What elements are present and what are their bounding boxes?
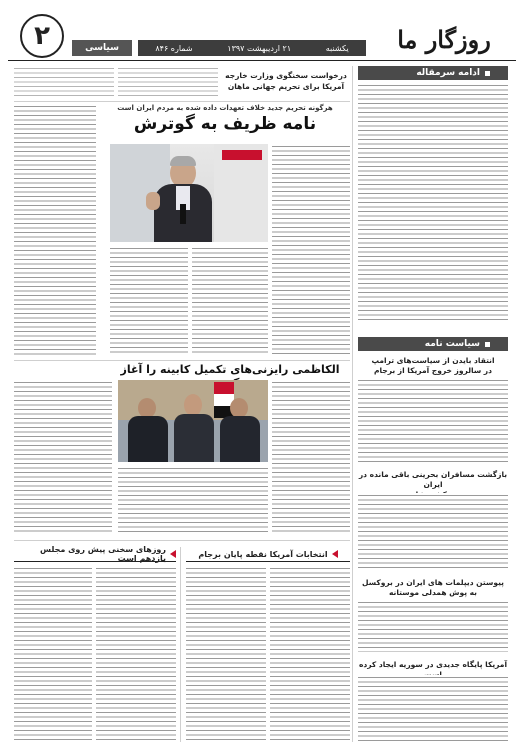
- bottom-left-col-1: [96, 566, 176, 742]
- editorial-body: [358, 83, 508, 321]
- politics-item-4-body: [358, 675, 508, 741]
- politics-column-title: سیاست نامه: [424, 339, 480, 349]
- square-icon: [485, 71, 490, 76]
- page-number: ۲: [34, 21, 50, 51]
- top-story-lead-2: [14, 66, 114, 98]
- main-story-col-right: [272, 144, 350, 356]
- politics-item-2-line1: بازگشت مسافران بحرینی باقی مانده در ایران: [358, 470, 508, 489]
- bottom-mid-headline: انتخابات آمریکا نقطه پایان برجام: [198, 549, 328, 559]
- bottom-mid-col-2: [186, 566, 266, 742]
- politics-item-2-body: [358, 493, 508, 571]
- arrow-left-icon: [332, 550, 338, 558]
- side-column-text: [14, 104, 96, 356]
- bottom-mid-col-1: [270, 566, 350, 742]
- top-story-title: آمریکا برای تحریم جهانی ماهان: [227, 82, 345, 91]
- main-story-rule: [14, 360, 350, 361]
- person-right-head: [230, 398, 248, 418]
- iraq-story-col-mid: [118, 466, 268, 534]
- photo-red-logo: [222, 150, 262, 160]
- politics-item-4-line1: آمریکا پایگاه جدیدی در سوریه ایجاد کرده: [358, 660, 508, 669]
- date-label: ۲۱ اردیبهشت ۱۳۹۷: [227, 43, 292, 53]
- page-number-badge: [20, 14, 64, 58]
- person-left-head: [138, 398, 156, 418]
- top-story-headline: [222, 70, 350, 92]
- politics-item-3-line2: به پوش همدلی موستانه: [389, 588, 477, 597]
- section-tag: [72, 40, 132, 56]
- main-story-col-2: [192, 246, 268, 356]
- politics-item-3-headline: [358, 578, 508, 598]
- politics-item-1-line1: انتقاد بایدن از سیاست‌های ترامپ: [371, 356, 495, 365]
- iraq-story-col-right: [272, 380, 350, 534]
- iraq-photo: [118, 380, 268, 462]
- newspaper-logo: [374, 20, 514, 58]
- editorial-heading: [358, 66, 508, 80]
- person-mid-body: [174, 414, 214, 462]
- masthead: [8, 14, 516, 62]
- top-story-lead: [118, 66, 218, 98]
- politics-item-1-body: [358, 378, 508, 463]
- column-divider: [352, 66, 353, 742]
- politics-item-1-line2: در سالروز خروج آمریکا از برجام: [374, 366, 492, 375]
- main-story-headline: نامه ظریف به گوترش: [133, 114, 317, 134]
- bottom-left-heading: [14, 547, 176, 562]
- bottom-divider: [180, 547, 181, 742]
- microphone: [180, 204, 186, 224]
- politics-item-3-line1: پیوستن دیپلمات های ایران در بروکسل: [362, 578, 504, 587]
- day-label: یکشنبه: [325, 43, 349, 53]
- iraq-story-rule: [14, 540, 350, 541]
- square-icon: [485, 342, 490, 347]
- issue-label: شماره ۸۴۶: [155, 43, 193, 53]
- person-hair: [170, 156, 196, 166]
- section-label: سیاسی: [85, 43, 119, 53]
- arrow-left-icon: [170, 550, 176, 558]
- editorial-title: ادامه سرمقاله: [416, 68, 480, 78]
- politics-column-heading: [358, 337, 508, 351]
- person-mid-head: [184, 394, 202, 416]
- top-story-rule: [14, 101, 350, 102]
- top-story-kicker: درخواست سخنگوی وزارت خارجه: [225, 71, 347, 80]
- politics-item-1-headline: [358, 356, 508, 376]
- person-left-body: [128, 416, 168, 462]
- bottom-mid-heading: [186, 547, 350, 562]
- bottom-left-col-2: [14, 566, 92, 742]
- bottom-left-headline: روزهای سخنی پیش روی مجلس یازدهم است: [40, 545, 166, 563]
- date-strip: [138, 40, 366, 56]
- person-hand: [146, 192, 160, 210]
- logo-text: روزگار ما: [397, 24, 491, 54]
- main-photo: [110, 144, 268, 242]
- iraq-story-headline: الکاظمی رایزنی‌های تکمیل کابینه را آغاز: [120, 363, 340, 376]
- iraq-story-col-left: [14, 380, 112, 534]
- politics-item-3-body: [358, 600, 508, 652]
- main-story-col-1: [110, 246, 188, 356]
- person-right-body: [220, 416, 260, 462]
- main-story-kicker: هرگونه تحریم جدید خلاف تعهدات داده شده به مردم ایران است: [117, 104, 333, 112]
- masthead-rule: [8, 60, 516, 61]
